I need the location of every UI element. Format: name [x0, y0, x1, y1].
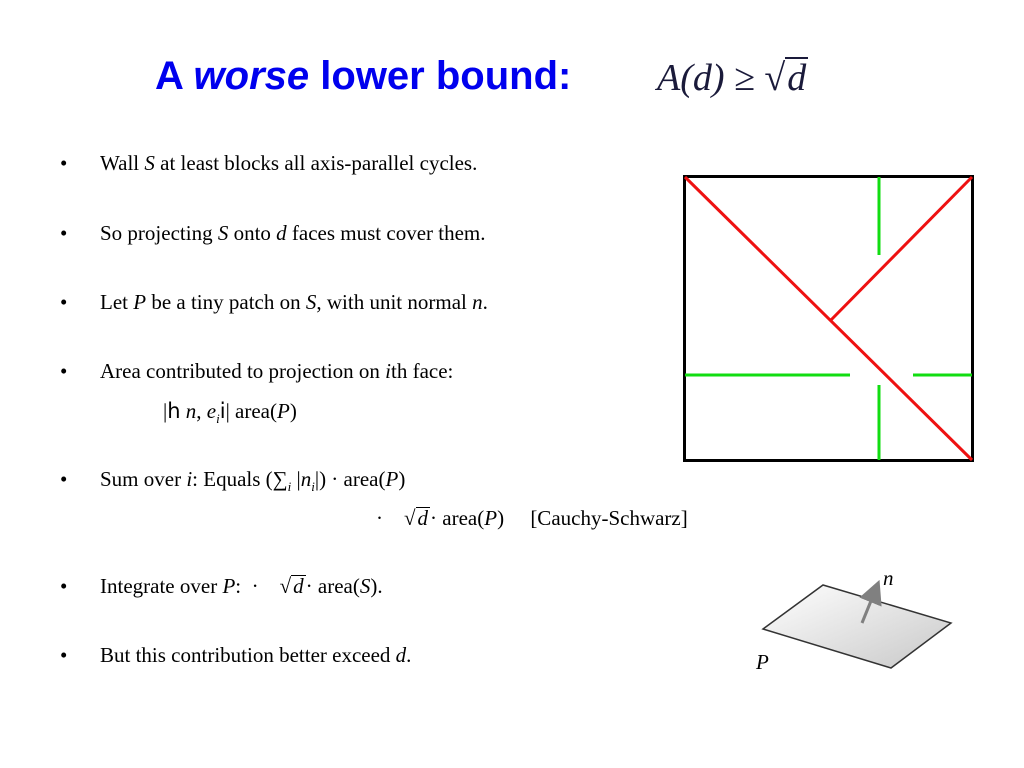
bullet-dot: •	[60, 151, 68, 175]
sum-expression: $\sum_i$ $|n_i|$) · area(P)	[272, 467, 406, 495]
bullet-dot: •	[60, 359, 68, 383]
normal-label: n	[883, 566, 894, 590]
bullet-text: Area contributed to projection on ith face:	[100, 359, 454, 383]
cauchy-schwarz-note: [Cauchy-Schwarz]	[530, 506, 688, 530]
title-suffix: lower bound:	[320, 54, 572, 98]
bullet-text: Let P be a tiny patch on S, with unit normal n.	[100, 290, 488, 314]
area-formula-line: |h n, $e_ii|$ area(P)	[163, 399, 297, 427]
slide-title	[155, 50, 571, 102]
red-short-diagonal-line	[830, 177, 972, 321]
formula-sqrt: √d	[764, 57, 807, 99]
sqrt-d: √d	[279, 574, 304, 598]
formula-radicand: d	[787, 57, 807, 99]
wall-diagram	[683, 175, 974, 462]
title-prefix: A	[155, 54, 183, 98]
bullet-dot: •	[60, 643, 68, 667]
patch-label: P	[756, 650, 769, 674]
bullet-dot: •	[60, 221, 68, 245]
bullet-dot: •	[60, 467, 68, 491]
title-formula	[657, 52, 808, 104]
bullet-text: Integrate over P: · √d· area(S).	[100, 574, 383, 598]
bullet-text: Sum over i: Equals ($\sum_i$ $|n_i|$) · area(P)	[100, 467, 406, 495]
title-emphasis: worse	[193, 54, 310, 98]
bullet-dot: •	[60, 574, 68, 598]
bullet-text: So projecting S onto d faces must cover them.	[100, 221, 486, 245]
bullet-text: But this contribution better exceed d.	[100, 643, 412, 667]
bullet-dot: •	[60, 290, 68, 314]
patch-diagram	[755, 565, 965, 685]
formula-lhs: A(d) ≥	[657, 57, 755, 99]
patch-surface	[763, 585, 951, 668]
bullet-text: Wall S at least blocks all axis-parallel cycles.	[100, 151, 478, 175]
cauchy-schwarz-line: · √d· area(P) [Cauchy-Schwarz]	[376, 506, 688, 530]
sqrt-d: √d	[404, 506, 429, 530]
